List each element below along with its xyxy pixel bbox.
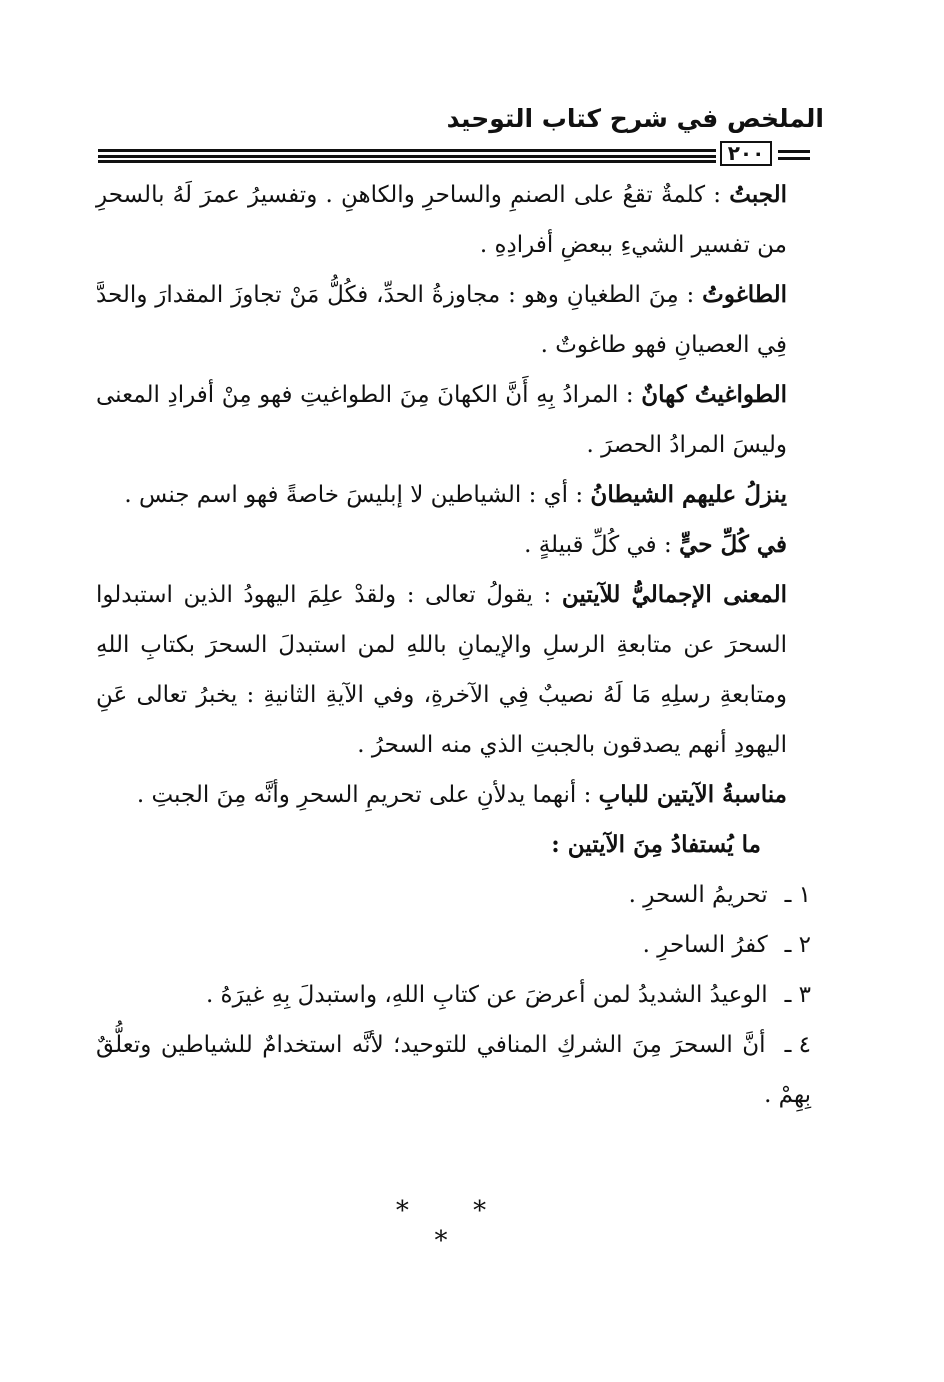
- definition-paragraph: [96, 170, 811, 270]
- definition-text: : كلمةٌ تقعُ على الصنمِ والساحرِ والكاهنِ . وتفسيرُ عمرَ لَهُ بالسحرِ من تفسير الشيءِ ببعضِ أفرادِهِ .: [96, 182, 787, 258]
- benefit-number: ٤ ـ: [784, 1032, 811, 1058]
- definition-text: : يقولُ تعالى : ولقدْ علِمَ اليهودُ الذين استبدلوا السحرَ عن متابعةِ الرسلِ والإيمانِ باللهِ لمن استبدلَ السحرَ بكتابِ اللهِ ومتابعةِ رسلِهِ مَا لَهُ نصيبٌ فِي الآخرةِ، وفي الآيةِ الثانيةِ : يخبرُ تعالى عَنِ اليهودِ أنهم يصدقون بالجبتِ الذي منه السحرُ .: [96, 582, 787, 758]
- definition-paragraph: [96, 470, 811, 520]
- benefit-text: تحريمُ السحرِ .: [628, 882, 768, 908]
- benefit-number: ٣ ـ: [784, 982, 811, 1008]
- benefit-number: ١ ـ: [784, 882, 811, 908]
- definition-term: المعنى الإجماليُّ للآيتين: [561, 581, 787, 608]
- definition-paragraph: [96, 520, 811, 570]
- section-separator: * * *: [395, 1196, 515, 1256]
- benefit-text: أنَّ السحرَ مِنَ الشركِ المنافي للتوحيد؛ لأنَّه استخدامٌ للشياطين وتعلُّقٌ بِهِمْ .: [96, 1032, 811, 1108]
- definition-term: الطواغيتُ كهانٌ: [641, 381, 787, 408]
- definition-text: : أنهما يدلأنِ على تحريمِ السحرِ وأنَّه مِنَ الجبتِ .: [136, 782, 592, 808]
- definition-text: : مِنَ الطغيانِ وهو : مجاوزةُ الحدِّ، فكُلُّ مَنْ تجاوزَ المقدارَ والحدَّ فِي العصيانِ فهو طاغوتٌ .: [96, 282, 787, 358]
- definition-term: مناسبةُ الآيتين للبابِ: [598, 781, 787, 808]
- definition-paragraph: [96, 770, 811, 820]
- benefit-text: الوعيدُ الشديدُ لمن أعرضَ عن كتابِ اللهِ، واستبدلَ بِهِ غيرَهُ .: [205, 982, 768, 1008]
- header-rule: [98, 141, 810, 167]
- definition-paragraph: [96, 370, 811, 470]
- header-rule-line: [98, 149, 716, 152]
- benefit-text: كفرُ الساحرِ .: [642, 932, 768, 958]
- benefit-item: [96, 870, 811, 920]
- definition-text: : في كُلِّ قبيلةٍ .: [524, 532, 672, 558]
- benefit-number: ٢ ـ: [784, 932, 811, 958]
- benefit-item: [96, 1020, 811, 1120]
- definition-text: : المرادُ بِهِ أَنَّ الكهانَ مِنَ الطواغيتِ فهو مِنْ أفرادِ المعنى وليسَ المرادُ الحصرَ .: [96, 382, 787, 458]
- definition-paragraph: [96, 570, 811, 770]
- definition-term: ينزلُ عليهم الشيطانُ: [590, 481, 787, 508]
- benefit-item: [96, 920, 811, 970]
- page-number: ٢٠٠: [720, 141, 772, 166]
- benefit-item: [96, 970, 811, 1020]
- running-title: الملخص في شرح كتاب التوحيد: [446, 104, 824, 133]
- header-dash: [778, 150, 810, 153]
- benefits-heading: ما يُستفادُ مِنَ الآيتين :: [551, 831, 761, 858]
- header-dash: [778, 157, 810, 160]
- definition-term: الطاغوتُ: [702, 281, 788, 308]
- definition-text: : أي : الشياطين لا إبليسَ خاصةً فهو اسم جنس .: [124, 482, 584, 508]
- definition-paragraph: [96, 270, 811, 370]
- page-body: [96, 170, 811, 1120]
- header-rule-line: [98, 155, 716, 158]
- definition-term: في كُلِّ حيٍّ: [679, 531, 787, 558]
- header-rule-line: [98, 160, 716, 163]
- definition-term: الجبتُ: [729, 181, 788, 208]
